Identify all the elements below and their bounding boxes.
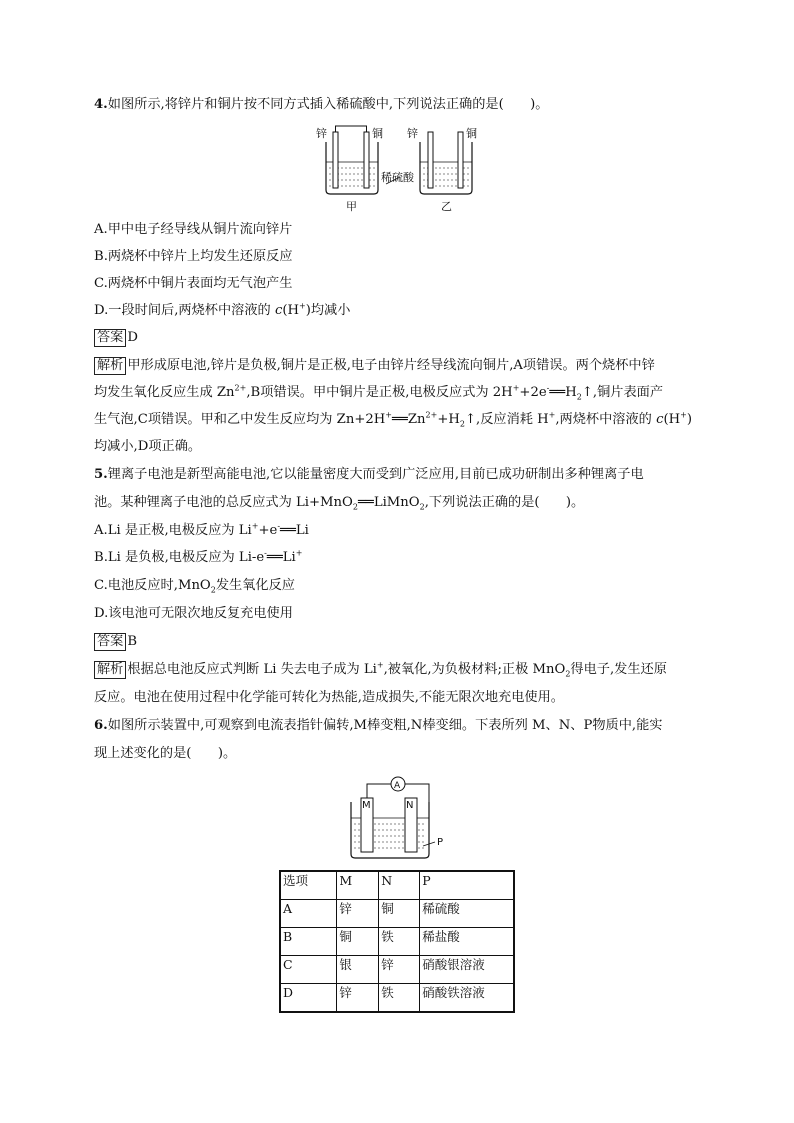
q5-number: 5.	[94, 467, 108, 482]
table-header-cell: P	[420, 871, 514, 900]
q4-option-d: D.一段时间后,两烧杯中溶液的 c(H+)均减小	[94, 301, 351, 318]
table-cell: B	[280, 928, 337, 956]
solution-p-label: P	[437, 837, 444, 848]
q4-analysis-line-1: 解析 甲形成原电池,锌片是负极,铜片是正极,电子由锌片经导线流向铜片,A项错误。两个烧杯中锌	[94, 357, 655, 375]
q4-beakers-diagram	[316, 124, 486, 214]
answer-label: 答案	[94, 329, 126, 347]
q6-galvanic-cell-diagram	[345, 772, 455, 864]
q4-figure	[316, 124, 486, 214]
q6-number: 6.	[94, 718, 108, 733]
table-header-cell: 选项	[280, 871, 337, 900]
table-header-row	[280, 871, 514, 900]
table-cell: 铜	[379, 900, 420, 928]
ammeter-label: A	[394, 781, 401, 791]
q5-analysis-line-1: 解析 根据总电池反应式判断 Li 失去电子成为 Li+,被氧化,为负极材料;正极 MnO$_2$得电子,发生还原	[94, 661, 667, 679]
table-header-cell: N	[379, 871, 420, 900]
copper-label-jia: 铜	[372, 127, 383, 140]
table-row	[280, 900, 514, 928]
q4-analysis-line-4: 均减小,D项正确。	[94, 439, 202, 454]
acid-label: 稀硫酸	[381, 171, 414, 184]
table-cell: 稀盐酸	[420, 928, 514, 956]
beaker-jia	[326, 126, 378, 194]
zinc-label-yi: 锌	[407, 127, 418, 140]
answer-value: D	[127, 330, 138, 345]
q4-stem-text: 如图所示,将锌片和铜片按不同方式插入稀硫酸中,下列说法正确的是( )。	[107, 97, 549, 112]
q4-stem	[94, 96, 548, 114]
q5-option-b: B.Li 是负极,电极反应为 Li-e-══Li+	[94, 548, 303, 565]
yi-label: 乙	[441, 200, 452, 213]
q5-option-a: A.Li 是正极,电极反应为 Li++e-══Li	[94, 521, 309, 538]
q5-stem-line-1: 5.锂离子电池是新型高能电池,它以能量密度大而受到广泛应用,目前已成功研制出多种锂离子电	[94, 467, 644, 482]
q4-option-c: C.两烧杯中铜片表面均无气泡产生	[94, 276, 293, 291]
table-cell: 锌	[337, 984, 379, 1013]
table-header-cell: M	[337, 871, 379, 900]
q4-analysis-line-3: 生气泡,C项错误。甲和乙中发生反应均为 $Zn+2H^+══Zn^{2+}+H_2↑$,反应消耗 H+,两烧杯中溶液的 c(H+)	[94, 410, 692, 429]
table-row	[280, 984, 514, 1013]
q5-analysis-line-2: 反应。电池在使用过程中化学能可转化为热能,造成损失,不能无限次地充电使用。	[94, 690, 564, 705]
zinc-label-jia: 锌	[316, 127, 327, 140]
table-row	[280, 928, 514, 956]
q6-stem-line-1: 6.如图所示装置中,可观察到电流表指针偏转,M棒变粗,N棒变细。下表所列 M、N、P物质中,能实	[94, 718, 663, 733]
table-cell: A	[280, 900, 337, 928]
table-row	[280, 956, 514, 984]
q6-options-table	[279, 870, 515, 1013]
table-cell: 铜	[337, 928, 379, 956]
answer-value: B	[127, 634, 138, 649]
q4-option-a: A.甲中电子经导线从铜片流向锌片	[94, 222, 293, 237]
table-cell: D	[280, 984, 337, 1013]
table-cell: 硝酸铁溶液	[420, 984, 514, 1013]
table-cell: 铁	[379, 984, 420, 1013]
table-cell: 锌	[379, 956, 420, 984]
analysis-label: 解析	[94, 661, 126, 679]
electrode-m-label: M	[362, 800, 371, 811]
table-cell: 硝酸银溶液	[420, 956, 514, 984]
table-cell: 锌	[337, 900, 379, 928]
table-cell: 银	[337, 956, 379, 984]
q5-answer	[94, 633, 137, 651]
analysis-label: 解析	[94, 357, 126, 375]
q5-stem-line-2: 池。某种锂离子电池的总反应式为 Li+MnO$_2$══LiMnO$_2$,下列说法正确的是( )。	[94, 495, 585, 512]
beaker-yi	[420, 132, 472, 194]
answer-label: 答案	[94, 633, 126, 651]
q4-option-b: B.两烧杯中锌片上均发生还原反应	[94, 249, 293, 264]
table-cell: C	[280, 956, 337, 984]
q4-answer	[94, 329, 138, 347]
q6-stem-line-2: 现上述变化的是( )。	[94, 746, 237, 761]
table-cell: 铁	[379, 928, 420, 956]
q5-option-c: C.电池反应时,MnO$_2$发生氧化反应	[94, 578, 295, 595]
jia-label: 甲	[346, 200, 357, 213]
q5-option-d: D.该电池可无限次地反复充电使用	[94, 606, 293, 621]
copper-label-yi: 铜	[466, 127, 477, 140]
q4-number: 4.	[94, 97, 108, 112]
q6-figure	[345, 772, 455, 864]
q4-analysis-line-2: 均发生氧化反应生成 $Zn^{2+},B$项错误。甲中铜片是正极,电极反应式为 $2H^++2e^-══H_2↑$,铜片表面产	[94, 383, 664, 402]
electrode-n-label: N	[406, 800, 414, 811]
table-cell: 稀硫酸	[420, 900, 514, 928]
